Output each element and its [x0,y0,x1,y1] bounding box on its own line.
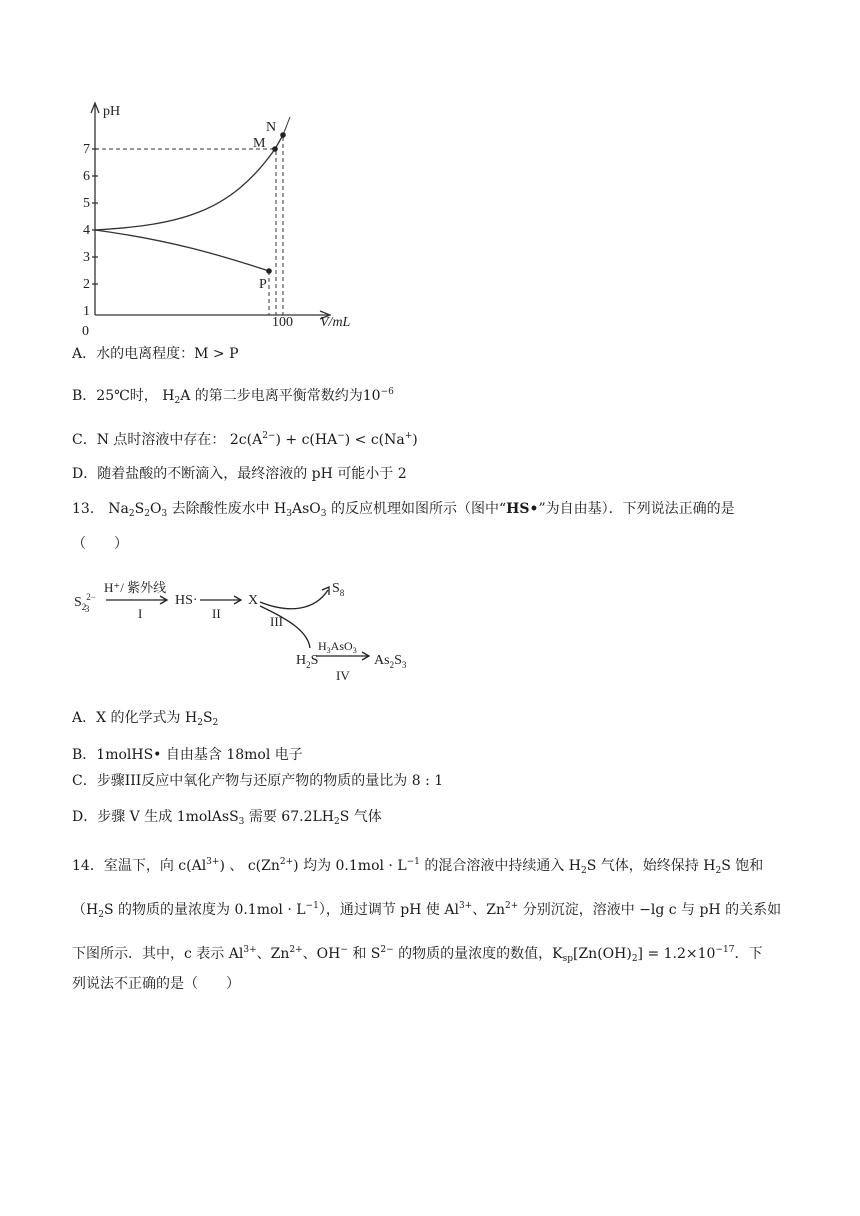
x-tick-100: 100 [272,315,293,330]
label-p: P [259,277,267,292]
y-tick-7: 7 [83,142,90,157]
label-n: N [266,120,277,135]
arrow-to-s8 [260,590,328,609]
q12-option-b: B．25℃时， $H_2A$ 的第二步电离平衡常数约为$10^{-6}$ [72,387,394,406]
curve-lower [95,230,269,271]
q12-option-d: D．随着盐酸的不断滴入，最终溶液的 pH 可能小于 2 [72,466,407,482]
ph-titration-graph [70,95,380,335]
y-tick-5: 5 [83,196,90,211]
q12-option-c: C．N 点时溶液中存在： $2c(A^{2-}) + c(HA^-) < c(Na^+)$ [72,431,418,448]
step2-label: II [212,606,221,621]
node-h2s: $H_2S$ [296,653,319,670]
q13-stem: 13． $Na_2S_2O_3$ 去除酸性废水中 $H_3AsO_3$ 的反应机理如图所示（图中“HS•”为自由基）．下列说法正确的是 [72,501,735,519]
node-s2o3: $S_2^{2-}$ 3 [74,592,96,614]
y-tick-1: 1 [83,304,90,319]
q13-option-b: B．1molHS• 自由基含 18mol 电子 [72,747,303,763]
step1-label: I [138,606,143,621]
q14-line-4: 列说法不正确的是（ ） [72,976,240,992]
step3-label: III [270,614,283,629]
step1-reagent: H⁺/ 紫外线 [104,580,167,595]
x-axis-label: V/mL [320,315,351,330]
q13-option-c: C．步骤III反应中氧化产物与还原产物的物质的量比为 8 : 1 [72,773,444,789]
label-m: M [253,136,266,151]
point-n-dot [280,132,286,138]
node-x: X [248,593,259,608]
q14-line-3: 下图所示．其中，c 表示 $Al^{3+}$、$Zn^{2+}$、OH− 和 $S^{2-}$ 的物质的量浓度的数值，$K_{sp}[Zn(OH)_2] = 1.2\times 10^{-17}$．下 [72,945,763,964]
y-tick-3: 3 [83,250,90,265]
y-axis-label: pH [103,104,121,119]
step4-label: IV [336,668,350,683]
point-p-dot [266,268,272,274]
q14-line-1: 14．室温下，向 $c(Al^{3+})$ 、 $c(Zn^{2+})$ 均为 $0.1mol \cdot L^{-1}$ 的混合溶液中持续通入 $H_2S$ 气体，始终保持 $H_2S$ 饱和 [72,857,764,876]
step4-reagent: $H_3AsO_3$ [318,639,357,655]
q13-option-d: D．步骤 V 生成 1molAsS$_3$ 需要 $67.2LH_2S$ 气体 [72,809,382,827]
node-s8: $S_8$ [332,581,345,598]
q12-option-a: A．水的电离程度：M > P [72,346,239,362]
reaction-mechanism-diagram [70,572,430,687]
y-tick-4: 4 [83,223,90,238]
y-tick-2: 2 [83,277,90,292]
y-tick-6: 6 [83,169,90,184]
curve-upper [95,149,275,230]
x-origin-label: 0 [82,324,89,335]
q13-option-a: A．X 的化学式为 $H_2S_2$ [72,710,219,728]
node-hs: HS· [175,593,198,608]
arrow-to-h2s [260,606,310,648]
q13-blank: （ ） [72,536,128,552]
node-as2s3: $As_2S_3$ [374,653,407,670]
q14-line-2: （$H_2S$ 的物质的量浓度为 $0.1mol \cdot L^{-1}$），通过调节 pH 使 $Al^{3+}$、$Zn^{2+}$ 分别沉淀，溶液中 −lg c 与 pH 的关系如 [72,901,782,920]
point-m-dot [272,146,278,152]
